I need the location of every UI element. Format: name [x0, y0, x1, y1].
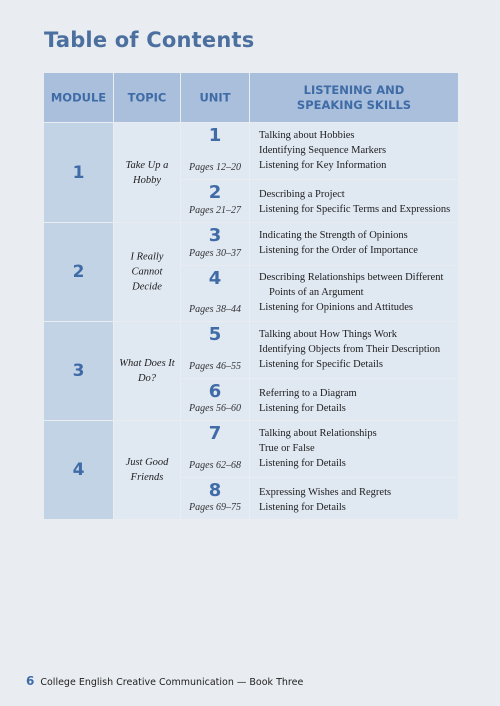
- skills-cell: [250, 223, 458, 265]
- skills-cell: [250, 322, 458, 378]
- skill-item: Listening for Key Information: [259, 160, 387, 171]
- topic-cell: [114, 123, 180, 222]
- unit-pages: Pages 12–20: [189, 162, 241, 173]
- unit-pages: Pages 56–60: [189, 403, 241, 414]
- unit-cell: [181, 478, 249, 519]
- skill-item: Expressing Wishes and Regrets: [259, 487, 392, 498]
- skill-item: Listening for Specific Details: [259, 359, 383, 370]
- topic-title: I Really Cannot Decide: [130, 251, 164, 293]
- skills-cell: [250, 478, 458, 519]
- skill-item: Indicating the Strength of Opinions: [259, 230, 408, 241]
- skill-item: Describing a Project: [259, 189, 345, 200]
- unit-number: 5: [208, 324, 222, 345]
- topic-title: Take Up a Hobby: [125, 159, 169, 186]
- topic-cell: [114, 322, 180, 420]
- header-skills-line2: SPEAKING SKILLS: [296, 97, 412, 112]
- topic-cell: [114, 421, 180, 519]
- unit-cell: [181, 379, 249, 420]
- skill-item: Listening for Specific Terms and Expressions: [259, 204, 451, 215]
- skill-item: Points of an Argument: [269, 287, 364, 298]
- skill-item: Listening for the Order of Importance: [259, 245, 418, 256]
- unit-number: 1: [208, 125, 222, 146]
- unit-pages: Pages 69–75: [189, 502, 241, 513]
- unit-number: 4: [208, 268, 222, 289]
- skills-cell: [250, 180, 458, 222]
- page-title: Table of Contents: [44, 28, 255, 52]
- skill-item: Referring to a Diagram: [259, 388, 357, 399]
- header-skills-line1: LISTENING AND: [303, 82, 405, 97]
- skill-item: Talking about Relationships: [259, 428, 377, 439]
- module-cell: [44, 322, 113, 420]
- module-number: 4: [72, 460, 85, 480]
- unit-number: 8: [208, 480, 222, 501]
- unit-pages: Pages 21–27: [189, 205, 241, 216]
- header-skills: [250, 73, 458, 122]
- unit-pages: Pages 30–37: [189, 248, 241, 259]
- skills-cell: [250, 123, 458, 179]
- unit-pages: Pages 62–68: [189, 460, 241, 471]
- unit-cell: [181, 266, 249, 321]
- unit-cell: [181, 421, 249, 477]
- unit-cell: [181, 123, 249, 179]
- unit-number: 2: [208, 182, 222, 203]
- unit-number: 7: [208, 423, 222, 444]
- skill-item: Listening for Details: [259, 403, 346, 414]
- header-module: MODULE: [44, 73, 113, 122]
- module-cell: [44, 123, 113, 222]
- topic-cell: [114, 223, 180, 321]
- unit-number: 3: [208, 225, 222, 246]
- unit-pages: Pages 38–44: [189, 304, 241, 315]
- skill-item: Describing Relationships between Different: [259, 272, 444, 283]
- unit-cell: [181, 180, 249, 222]
- module-cell: [44, 421, 113, 519]
- topic-title: What Does It Do?: [119, 358, 175, 384]
- header-topic: TOPIC: [114, 73, 180, 122]
- skill-item: Identifying Sequence Markers: [259, 145, 387, 156]
- unit-number: 6: [208, 381, 222, 402]
- book-title: College English Creative Communication — Book Three: [40, 677, 304, 688]
- module-number: 1: [72, 162, 85, 183]
- skills-cell: [250, 266, 458, 321]
- module-number: 2: [72, 262, 85, 282]
- skill-item: Listening for Details: [259, 458, 346, 469]
- skills-cell: [250, 421, 458, 477]
- module-cell: [44, 223, 113, 321]
- header-unit: UNIT: [181, 73, 249, 122]
- page-number: 6: [26, 674, 35, 688]
- unit-pages: Pages 46–55: [189, 361, 241, 372]
- skill-item: Talking about How Things Work: [259, 329, 398, 340]
- skills-cell: [250, 379, 458, 420]
- unit-cell: [181, 223, 249, 265]
- skill-item: Identifying Objects from Their Description: [259, 344, 441, 355]
- skill-item: Listening for Opinions and Attitudes: [259, 302, 413, 313]
- skill-item: Talking about Hobbies: [259, 130, 355, 141]
- page-footer: [26, 674, 303, 688]
- table-of-contents: [44, 73, 458, 519]
- skill-item: True or False: [259, 443, 315, 454]
- module-number: 3: [72, 361, 85, 381]
- skill-item: Listening for Details: [259, 502, 346, 513]
- unit-cell: [181, 322, 249, 378]
- topic-title: Just Good Friends: [125, 457, 169, 483]
